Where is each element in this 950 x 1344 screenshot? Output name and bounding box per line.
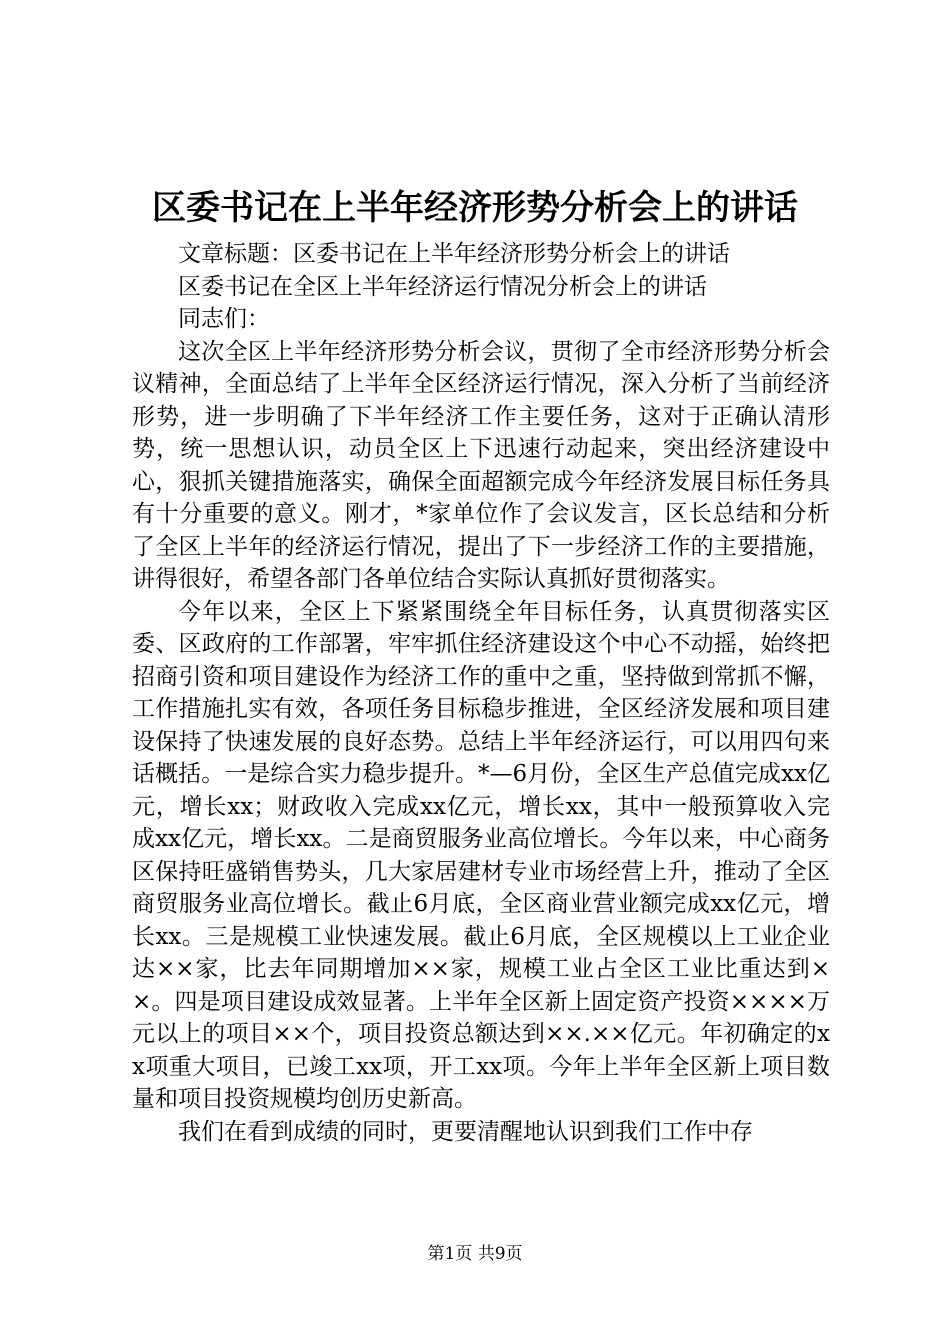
body-paragraph: 今年以来，全区上下紧紧围绕全年目标任务，认真贯彻落实区委、区政府的工作部署，牢牢抓住经济建设这个中心不动摇，始终把招商引资和项目建设作为经济工作的重中之重，坚持做到常抓不懈，工作措施扎实有效，各项任务目标稳步推进，全区经济发展和项目建设保持了快速发展的良好态势。总结上半年经济运行，可以用四句来话概括。一是综合实力稳步提升。*—6月份，全区生产总值完成xx亿元，增长xx；财政收入完成xx亿元，增长xx，其中一般预算收入完成xx亿元，增长xx。二是商贸服务业高位增长。今年以来，中心商务区保持旺盛销售势头，几大家居建材专业市场经营上升，推动了全区商贸服务业高位增长。截止6月底，全区商业营业额完成xx亿元，增长xx。三是规模工业快速发展。截止6月底，全区规模以上工业企业达××家，比去年同期增加××家，规模工业占全区工业比重达到××。四是项目建设成效显著。上半年全区新上固定资产投资××××万元以上的项目××个，项目投资总额达到××.××亿元。年初确定的xx项重大项目，已竣工xx项，开工xx项。今年上半年全区新上项目数量和项目投资规模均创历史新高。 xyxy=(132,598,830,1112)
document-body xyxy=(132,238,830,1148)
document-title: 区委书记在上半年经济形势分析会上的讲话 xyxy=(152,188,798,228)
page-indicator: 第1页 共9页 xyxy=(427,1244,523,1264)
body-paragraph: 这次全区上半年经济形势分析会议，贯彻了全市经济形势分析会议精神，全面总结了上半年全区经济运行情况，深入分析了当前经济形势，进一步明确了下半年经济工作主要任务，这对于正确认清形势，统一思想认识，动员全区上下迅速行动起来，突出经济建设中心，狠抓关键措施落实，确保全面超额完成今年经济发展目标任务具有十分重要的意义。刚才，*家单位作了会议发言，区长总结和分析了全区上半年的经济运行情况，提出了下一步经济工作的主要措施，讲得很好，希望各部门各单位结合实际认真抓好贯彻落实。 xyxy=(132,338,830,592)
speech-subtitle: 区委书记在全区上半年经济运行情况分析会上的讲话 xyxy=(178,273,707,300)
body-paragraph: 我们在看到成绩的同时，更要清醒地认识到我们工作中存 xyxy=(178,1118,753,1145)
article-title-line: 文章标题：区委书记在上半年经济形势分析会上的讲话 xyxy=(178,241,730,267)
salutation: 同志们： xyxy=(178,306,270,332)
